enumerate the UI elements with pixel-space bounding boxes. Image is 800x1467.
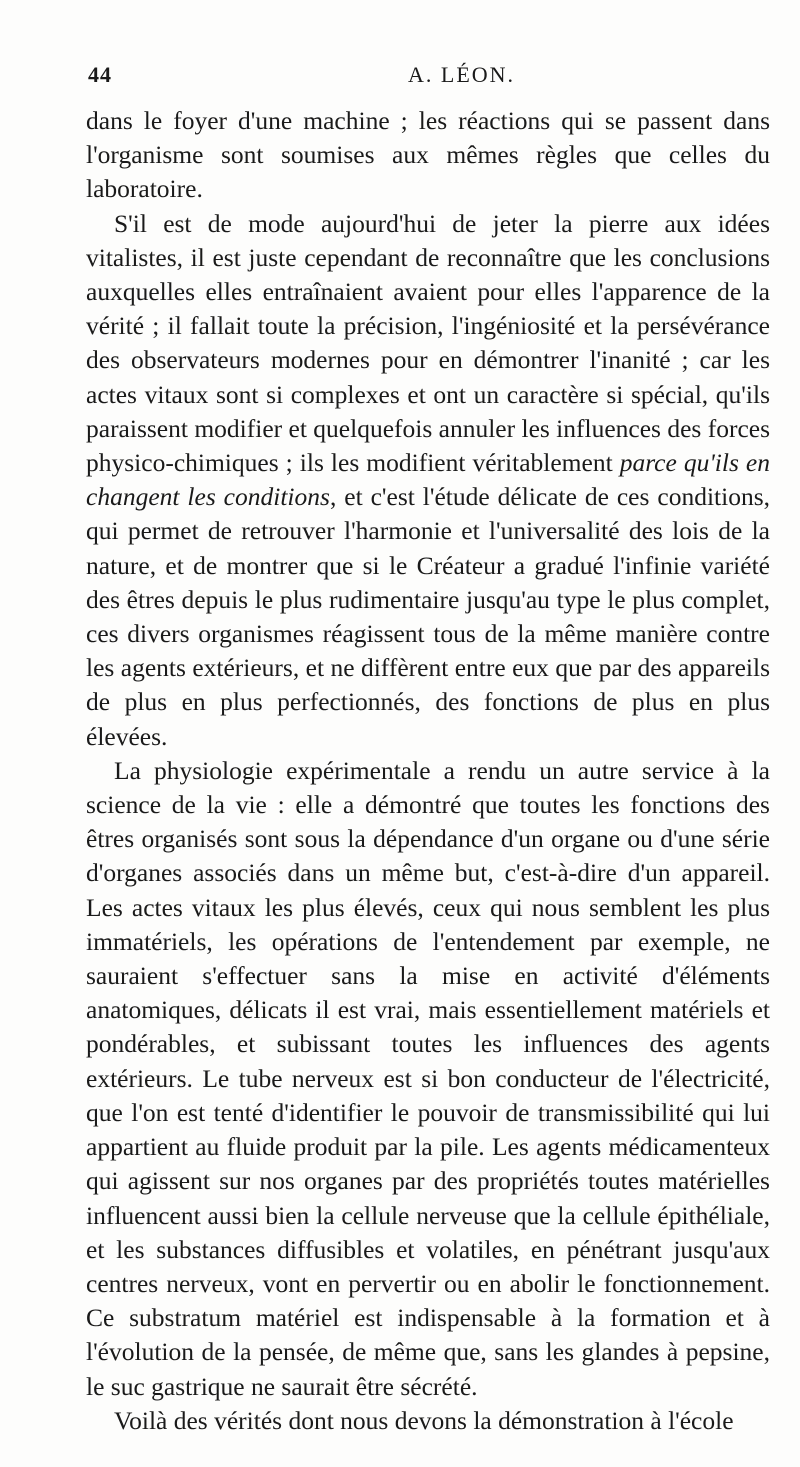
paragraph-2-text: S'il est de mode aujourd'hui de jeter la pierre aux idées vitalistes, il est juste cependant de reconnaître que les conclusions auxquelles elles entraînaient avaient pour elles l'apparence de la vérité ; il fallait toute la précision, l'ingéniosité et la persévérance des observateurs modernes pour en démontrer l'inanité ; car les actes vitaux sont si complexes et ont un caractère si spécial, qu'ils paraissent modifier et quelquefois annuler les influences des forces physico-chimiques ; ils les modifient véritablement xyxy=(86,208,771,478)
paragraph-2-continuation: , et c'est l'étude délicate de ces conditions, qui permet de retrouver l'harmonie et l'universalité des lois de la nature, et de montrer que si le Créateur a gradué l'infinie variété des êtres depuis le plus rudimentaire jusqu'au type le plus complet, ces divers organismes réagissent tous de la même manière contre les agents extérieurs, et ne diffèrent entre eux que par des appareils de plus en plus perfectionnés, des fonctions de plus en plus élevées. xyxy=(86,482,770,751)
paragraph-3: La physiologie expérimentale a rendu un autre service à la science de la vie : elle a démontré que toutes les fonctions des êtres organisés sont sous la dépendance d'un organe ou d'une série d'organes associés dans un même but, c'est-à-dire d'un appareil. Les actes vitaux les plus élevés, ceux qui nous semblent les plus immatériels, les opérations de l'entendement par exemple, ne sauraient s'effectuer sans la mise en activité d'éléments anatomiques, délicats il est vrai, mais essentiellement matériels et pondérables, et subissant toutes les influences des agents extérieurs. Le tube nerveux est si bon conducteur de l'électricité, que l'on est tenté d'identifier le pouvoir de transmissibilité qui lui appartient au fluide produit par la pile. Les agents médicamenteux qui agissent sur nos organes par des propriétés toutes matérielles influencent aussi bien la cellule nerveuse que la cellule épithéliale, et les substances diffusibles et volatiles, en pénétrant jusqu'aux centres nerveux, vont en pervertir ou en abolir le fonctionnement. Ce substratum matériel est indispensable à la formation et à l'évolution de la pensée, de même que, sans les glandes à pepsine, le suc gastrique ne saurait être sécrété. xyxy=(86,755,770,1401)
paragraph-4: Voilà des vérités dont nous devons la démonstration à l'école xyxy=(114,1405,734,1435)
paragraph-2 xyxy=(86,207,770,754)
page-header xyxy=(88,62,768,92)
running-head: A. LÉON. xyxy=(408,62,516,87)
body-text xyxy=(86,104,770,1438)
italic-phrase: parce qu'ils en changent les conditions xyxy=(86,448,770,512)
paragraph-1: dans le foyer d'une machine ; les réactions qui se passent dans l'organisme sont soumises aux mêmes règles que celles du laboratoire. xyxy=(86,106,770,204)
page-number: 44 xyxy=(88,62,112,87)
